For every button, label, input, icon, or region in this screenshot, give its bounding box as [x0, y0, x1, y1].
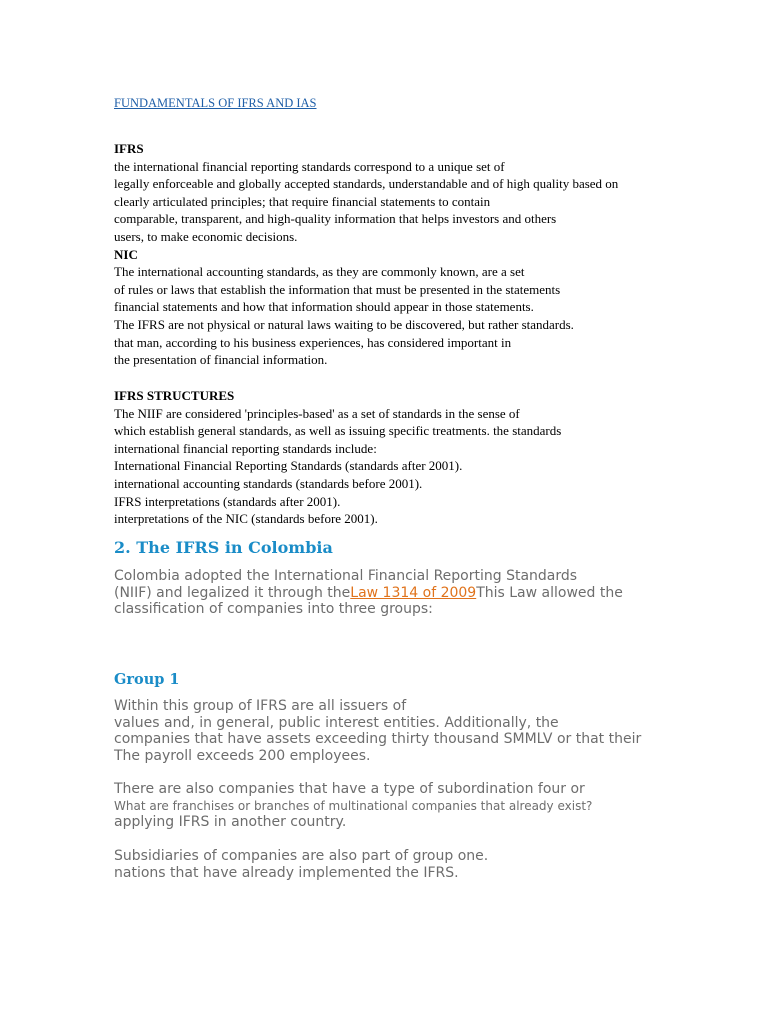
title-rest-text: ND IAS	[275, 96, 317, 110]
structures-line: IFRS interpretations (standards after 2001).	[114, 493, 341, 509]
structures-line: interpretations of the NIC (standards before 2001).	[114, 511, 378, 527]
group1-paragraph	[114, 698, 641, 764]
nic-line: the presentation of financial information.	[114, 352, 328, 368]
colombia-heading: 2. The IFRS in Colombia	[114, 538, 333, 557]
ifrs-heading: IFRS	[114, 141, 144, 156]
structures-heading: IFRS STRUCTURES	[114, 388, 235, 403]
title-link-text[interactable]: FUNDAMENTALS OF IFRS A	[114, 96, 276, 110]
ifrs-structures-section	[114, 387, 561, 528]
ifrs-nic-section	[114, 140, 618, 369]
ifrs-line: clearly articulated principles; that require financial statements to contain	[114, 193, 491, 209]
colombia-line	[114, 585, 623, 602]
ifrs-line: comparable, transparent, and high-quality information that helps investors and others	[114, 211, 557, 227]
document-title-link[interactable]	[114, 95, 317, 113]
colombia-line: classification of companies into three groups:	[114, 601, 433, 617]
group1-heading: Group 1	[114, 671, 180, 688]
nic-line: financial statements and how that information should appear in those statements.	[114, 299, 534, 315]
group1-line: companies that have assets exceeding thirty thousand SMMLV or that their	[114, 731, 642, 747]
subsidiaries-paragraph	[114, 848, 488, 881]
nic-line: The IFRS are not physical or natural laws waiting to be discovered, but rather standards.	[114, 316, 574, 332]
structures-line: international financial reporting standards include:	[114, 440, 377, 456]
subsidiaries-line: Subsidiaries of companies are also part of group one.	[114, 848, 489, 864]
structures-line: international accounting standards (standards before 2001).	[114, 475, 423, 491]
group1-line: Within this group of IFRS are all issuers of	[114, 698, 407, 714]
colombia-line-text: (NIIF) and legalized it through the	[114, 584, 351, 601]
subsidiaries-line: nations that have already implemented the IFRS.	[114, 864, 459, 881]
law-1314-link[interactable]: Law 1314 of 2009	[350, 584, 477, 601]
nic-line: The international accounting standards, as they are commonly known, are a set	[114, 264, 525, 280]
nic-line: of rules or laws that establish the information that must be presented in the statements	[114, 281, 561, 297]
subordination-line: applying IFRS in another country.	[114, 814, 347, 830]
structures-line: which establish general standards, as well as issuing specific treatments. the standards	[114, 423, 562, 439]
structures-line: International Financial Reporting Standards (standards after 2001).	[114, 458, 463, 474]
nic-line: that man, according to his business experiences, has considered important in	[114, 334, 512, 350]
nic-heading: NIC	[114, 246, 138, 262]
ifrs-line: legally enforceable and globally accepted standards, understandable and of high quality based on	[114, 176, 619, 192]
group1-line: values and, in general, public interest entities. Additionally, the	[114, 714, 559, 731]
colombia-line: Colombia adopted the International Financial Reporting Standards	[114, 568, 578, 584]
colombia-line-text: This Law allowed the	[476, 584, 623, 601]
subordination-paragraph	[114, 781, 592, 831]
colombia-paragraph	[114, 568, 623, 618]
group1-line: The payroll exceeds 200 employees.	[114, 747, 371, 764]
subordination-line: There are also companies that have a type of subordination four or	[114, 781, 585, 797]
ifrs-line: the international financial reporting standards correspond to a unique set of	[114, 158, 505, 174]
subordination-line: What are franchises or branches of multinational companies that already exist?	[114, 798, 593, 813]
structures-line: The NIIF are considered 'principles-based' as a set of standards in the sense of	[114, 405, 520, 421]
ifrs-line: users, to make economic decisions.	[114, 228, 298, 244]
